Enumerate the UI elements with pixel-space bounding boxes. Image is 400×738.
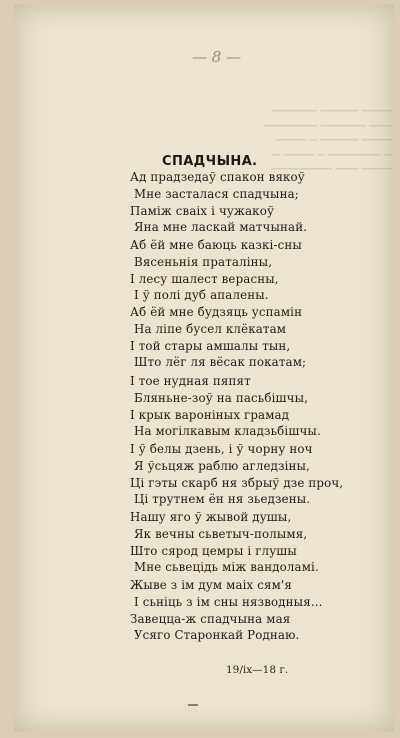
- poem-line: Жыве з ім дум маіх сям'я: [130, 578, 292, 592]
- poem-line: І лесу шалест верасны,: [130, 271, 279, 286]
- poem-line: І ў белы дзень, і ў чорну ноч: [130, 442, 313, 456]
- poem-line: Што сярод цемры і глушы: [130, 543, 297, 558]
- poem-line: Што лёг ля вёсак покатам;: [134, 355, 307, 370]
- bleed-through-text: ▁▁▁▁ ▁▁▁▁▁ ▁▁▁▁▁▁ ▁▁▁ ▁▁▁▁▁▁ ▁▁▁▁▁▁▁ ▁▁▁▁ ▁▁▁▁▁ ▁ ▁▁▁▁ ▁ ▁▁▁▁▁▁▁ ▁ ▁▁▁▁ ▁ ▁▁▁▁ ▁▁▁ ▁▁▁▁▁▁▁▁: [263, 101, 392, 171]
- page-number: — 8 —: [192, 48, 242, 66]
- poem-line: Як вечны сьветыч-полымя,: [134, 526, 308, 541]
- book-page: [14, 4, 394, 732]
- poem-line: І ў полі дуб апалены.: [134, 288, 269, 303]
- poem-line: Бляньне-зоў на пасьбішчы,: [134, 390, 309, 405]
- poem-line: Я ўсьцяж раблю агледзіны,: [134, 458, 310, 473]
- poem-line: Завецца-ж спадчына мая: [130, 611, 291, 626]
- poem-line: Ці трутнем ён ня зьедзены.: [134, 492, 311, 507]
- poem-date: 19/ix—18 г.: [226, 664, 289, 676]
- poem-line: Усяго Старонкай Роднаю.: [134, 628, 300, 643]
- poem-line: І той стары амшалы тын,: [130, 338, 291, 353]
- poem-line: Яна мне ласкай матчынай.: [134, 220, 308, 235]
- poem-line: Мне засталася спадчына;: [134, 186, 299, 201]
- poem-title: СПАДЧЫНА.: [162, 154, 258, 169]
- poem-line: Паміж сваіх і чужакоў: [130, 203, 275, 218]
- poem-line: І крык вароніных грамад: [130, 407, 290, 422]
- poem-line: На ліпе бусел клёкатам: [134, 321, 287, 336]
- poem-line: Мне сьвецідь між вандоламі.: [134, 560, 319, 575]
- poem-line: Нашу яго ў жывой душы,: [130, 510, 292, 524]
- poem-line: Аб ёй мне будзяць успамін: [130, 305, 303, 319]
- poem-line: І тое нудная пяпят: [130, 374, 251, 388]
- poem-line: На могілкавым кладзьбішчы.: [134, 424, 321, 439]
- poem-line: Ад прадзедаў спакон вякоў: [130, 170, 305, 184]
- poem-line: І сьніць з ім сны нязводныя...: [134, 594, 323, 609]
- page-bottom-mark: [188, 704, 198, 706]
- poem-line: Ці гэты скарб ня збрыў дзе проч,: [130, 475, 344, 490]
- poem-line: Аб ёй мне баюць казкі-сны: [130, 238, 302, 252]
- poem-line: Вясеньнія праталіны,: [134, 254, 273, 269]
